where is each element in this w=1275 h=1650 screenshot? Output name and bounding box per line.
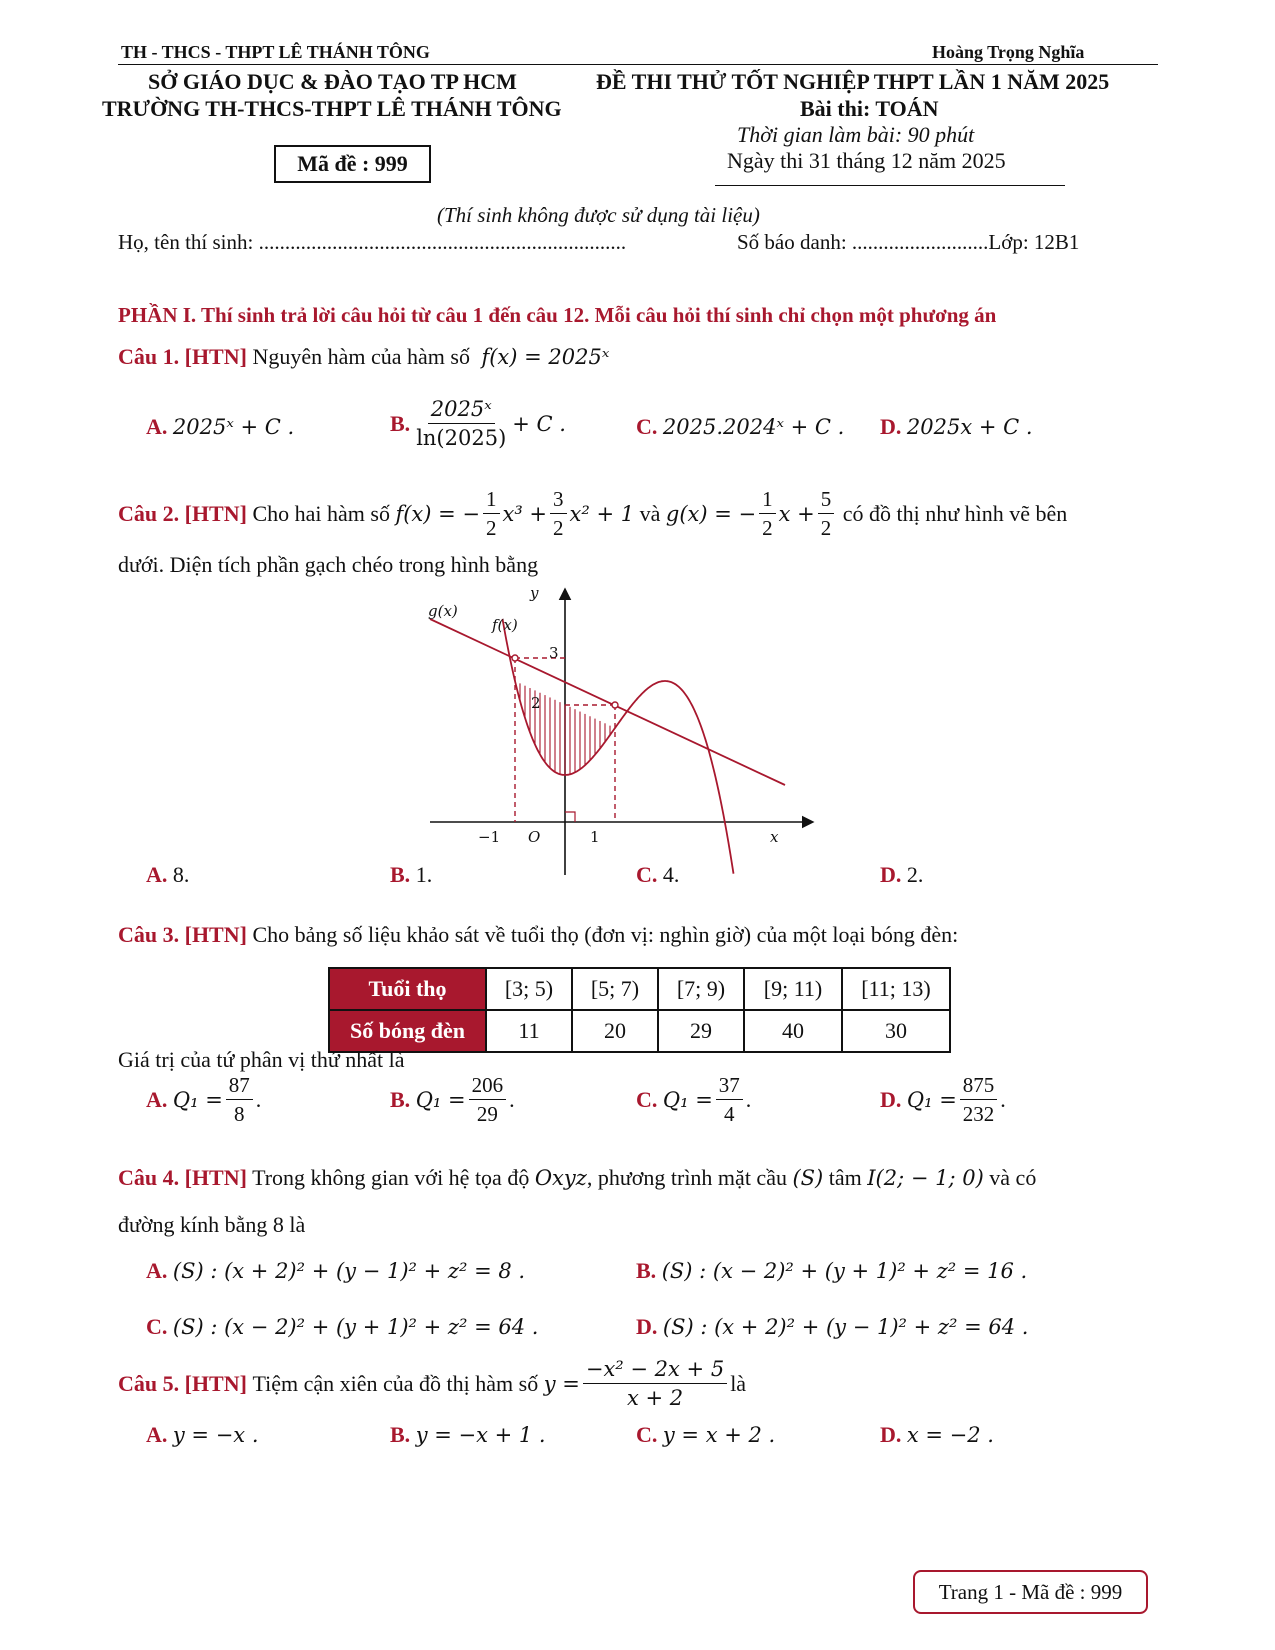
option-letter: A.: [146, 1422, 168, 1447]
fraction-denominator: 2: [762, 516, 773, 540]
option-text: 2025x + C .: [906, 415, 1033, 439]
header-rule: [118, 64, 1158, 65]
option-letter: B.: [390, 862, 411, 887]
table-cell: 11: [486, 1010, 572, 1052]
intersection-left: [512, 655, 518, 661]
tick-2: 2: [531, 694, 541, 712]
option-text: (S) : (x + 2)² + (y − 1)² + z² = 64 .: [662, 1315, 1029, 1339]
table-header: Tuổi thọ: [329, 968, 486, 1010]
q2-option-a[interactable]: [146, 862, 189, 888]
table-row: [329, 968, 950, 1010]
q4-label: Câu 4. [HTN]: [118, 1165, 247, 1190]
q4-line2: đường kính bằng 8 là: [118, 1212, 306, 1237]
q2-g-a: g(x) = −: [665, 501, 757, 526]
option-letter: A.: [146, 1086, 168, 1112]
q2-f-a: f(x) = −: [395, 501, 480, 526]
q4-text-c: tâm: [828, 1165, 862, 1190]
table-cell: 30: [842, 1010, 950, 1052]
q2-option-c[interactable]: [636, 862, 679, 888]
q5-y-eq: y =: [543, 1371, 580, 1396]
q4-center: I(2; − 1; 0): [867, 1166, 984, 1190]
q4-stem: [118, 1165, 1036, 1191]
table-cell: [9; 11): [744, 968, 842, 1010]
option-text: x = −2 .: [906, 1423, 994, 1447]
exam-date: Ngày thi 31 tháng 12 năm 2025: [727, 148, 1006, 173]
page-footer: Trang 1 - Mã đề : 999: [913, 1570, 1148, 1614]
label-o: O: [528, 828, 541, 846]
q1-option-b[interactable]: [390, 396, 566, 451]
fraction-denominator: 2: [553, 516, 564, 540]
label-y: y: [530, 584, 539, 602]
fraction-denominator: 232: [962, 1102, 995, 1126]
q1-option-c[interactable]: [636, 414, 844, 440]
option-text: 2.: [906, 862, 924, 887]
q1-stem: [118, 344, 609, 370]
q5-option-c[interactable]: [636, 1422, 775, 1448]
q3-after: Giá trị của tứ phân vị thứ nhất là: [118, 1047, 405, 1072]
q3-option-b[interactable]: B. Q₁ = $\frac{206}{29}$ .: [390, 1073, 515, 1126]
table-cell: [11; 13): [842, 968, 950, 1010]
option-letter: D.: [636, 1314, 658, 1339]
option-text: y = x + 2 .: [662, 1423, 776, 1447]
q3-option-c[interactable]: C. Q₁ = $\frac{37}{4}$ .: [636, 1073, 752, 1126]
fraction-denominator: 4: [724, 1102, 735, 1126]
fraction-denominator: ln(2025): [416, 426, 507, 450]
fraction-denominator: 8: [234, 1102, 245, 1126]
fraction-denominator: 2: [820, 516, 832, 540]
q1-expr: f(x) = 2025ˣ: [481, 345, 610, 369]
option-letter: B.: [390, 1086, 411, 1112]
q1-label: Câu 1. [HTN]: [118, 344, 247, 369]
fraction-numerator: 2025ˣ: [428, 396, 495, 424]
option-letter: D.: [880, 1086, 902, 1112]
q5-option-a[interactable]: [146, 1422, 259, 1448]
option-letter: C.: [636, 862, 658, 887]
q4-option-a[interactable]: [146, 1258, 525, 1284]
table-cell: [3; 5): [486, 968, 572, 1010]
option-text: 1.: [415, 862, 433, 887]
option-text: (S) : (x − 2)² + (y + 1)² + z² = 16 .: [661, 1259, 1028, 1283]
option-text: Q₁ =: [906, 1087, 957, 1112]
fraction-numerator: 206: [469, 1072, 507, 1100]
g-line: [430, 619, 785, 785]
option-text: (S) : (x − 2)² + (y + 1)² + z² = 64 .: [172, 1315, 539, 1339]
q5-text: Tiệm cận xiên của đồ thị hàm số: [252, 1370, 539, 1396]
option-letter: D.: [880, 1422, 902, 1447]
q2-label: Câu 2. [HTN]: [118, 500, 247, 526]
option-text: + C .: [512, 411, 566, 436]
q3-text: Cho bảng số liệu khảo sát về tuổi thọ (đơn vị: nghìn giờ) của một loại bóng đèn:: [252, 922, 959, 947]
table-row: [329, 1010, 950, 1052]
table-cell: 29: [658, 1010, 744, 1052]
fraction-numerator: 5: [818, 486, 835, 514]
fraction-numerator: 3: [550, 486, 567, 514]
option-letter: D.: [880, 414, 902, 439]
q3-option-a[interactable]: A. Q₁ = $\frac{87}{8}$ .: [146, 1073, 262, 1126]
option-letter: C.: [636, 1086, 658, 1112]
tick-3: 3: [549, 644, 559, 662]
q2-f-b: x³ +: [502, 501, 548, 526]
fraction-numerator: 37: [716, 1072, 743, 1100]
table-cell: [5; 7): [572, 968, 658, 1010]
school-short: TH - THCS - THPT LÊ THÁNH TÔNG: [121, 42, 430, 62]
q2-text-a: Cho hai hàm số: [252, 500, 390, 526]
option-letter: C.: [636, 414, 658, 439]
fraction-numerator: 1: [759, 486, 776, 514]
school-name: TRƯỜNG TH-THCS-THPT LÊ THÁNH TÔNG: [102, 96, 562, 121]
q2-option-b[interactable]: [390, 862, 432, 888]
fraction-numerator: −x² − 2x + 5: [583, 1356, 727, 1384]
option-text: y = −x .: [172, 1423, 259, 1447]
fraction-numerator: 1: [483, 486, 500, 514]
q2-text-b: có đồ thị như hình vẽ bên: [842, 500, 1068, 526]
option-text: Q₁ =: [662, 1087, 713, 1112]
exam-code-box: Mã đề : 999: [274, 145, 431, 183]
part1-heading: PHẦN I. Thí sinh trả lời câu hỏi từ câu 1 đến câu 12. Mỗi câu hỏi thí sinh chỉ chọn một phương án: [118, 303, 997, 327]
q3-stem: [118, 922, 958, 948]
intersection-right: [612, 702, 618, 708]
q1-option-a[interactable]: [146, 414, 294, 440]
exam-title: ĐỀ THI THỬ TỐT NGHIỆP THPT LẦN 1 NĂM 2025: [596, 69, 1110, 94]
exam-subject: Bài thi: TOÁN: [800, 96, 939, 121]
q4-s: (S): [792, 1166, 824, 1190]
option-letter: B.: [390, 410, 411, 436]
candidate-name-line: Họ, tên thí sinh: ......................................................................: [118, 230, 627, 254]
exam-note: (Thí sinh không được sử dụng tài liệu): [437, 203, 760, 227]
option-text: y = −x + 1 .: [415, 1423, 546, 1447]
q2-g-b: x +: [778, 501, 815, 526]
q3-label: Câu 3. [HTN]: [118, 922, 247, 947]
option-letter: C.: [146, 1314, 168, 1339]
q2-option-d[interactable]: [880, 862, 923, 888]
q4-option-b[interactable]: [636, 1258, 1027, 1284]
candidate-id-line: Số báo danh: ..........................Lớp: 12B1: [737, 230, 1080, 254]
q1-text: Nguyên hàm của hàm số: [252, 344, 470, 369]
table-cell: [7; 9): [658, 968, 744, 1010]
exam-duration: Thời gian làm bài: 90 phút: [737, 122, 975, 147]
q2-f-c: x² + 1: [569, 501, 635, 526]
option-text: 8.: [172, 862, 190, 887]
q5-stem: [118, 1356, 746, 1411]
q2-stem: [118, 486, 1067, 541]
origin-marker: [565, 812, 575, 822]
option-letter: C.: [636, 1422, 658, 1447]
q1-option-d[interactable]: [880, 414, 1033, 440]
option-letter: A.: [146, 414, 168, 439]
table-cell: 40: [744, 1010, 842, 1052]
fraction-denominator: 2: [486, 516, 497, 540]
q4-option-d[interactable]: [636, 1314, 1028, 1340]
fraction-numerator: 875: [960, 1072, 998, 1100]
q4-text-b: , phương trình mặt cầu: [586, 1165, 787, 1190]
q4-text-d: và có: [989, 1165, 1037, 1190]
option-text: Q₁ =: [415, 1087, 466, 1112]
q4-text-a: Trong không gian với hệ tọa độ: [252, 1165, 530, 1190]
q5-label: Câu 5. [HTN]: [118, 1370, 247, 1396]
q2-line2: dưới. Diện tích phần gạch chéo trong hình bằng: [118, 552, 539, 577]
option-letter: D.: [880, 862, 902, 887]
option-letter: A.: [146, 862, 168, 887]
department: SỞ GIÁO DỤC & ĐÀO TẠO TP HCM: [148, 69, 517, 94]
tick-1: 1: [590, 828, 600, 846]
label-g: g(x): [428, 602, 458, 620]
author: Hoàng Trọng Nghĩa: [932, 42, 1085, 62]
q4-oxyz: Oxyz: [534, 1166, 587, 1190]
label-f: f(x): [492, 616, 518, 634]
option-text: (S) : (x + 2)² + (y − 1)² + z² = 8 .: [172, 1259, 526, 1283]
tick-minus1: −1: [478, 828, 501, 846]
option-letter: B.: [390, 1422, 411, 1447]
option-letter: A.: [146, 1258, 168, 1283]
q3-option-d[interactable]: D. Q₁ = $\frac{875}{232}$ .: [880, 1073, 1006, 1126]
q4-option-c[interactable]: [146, 1314, 538, 1340]
option-text: 2025.2024ˣ + C .: [662, 415, 845, 439]
fraction-denominator: 29: [476, 1102, 498, 1126]
table-cell: 20: [572, 1010, 658, 1052]
table-header: Số bóng đèn: [329, 1010, 486, 1052]
q5-option-d[interactable]: [880, 1422, 994, 1448]
option-text: 2025ˣ + C .: [172, 415, 295, 439]
q2-conj: và: [639, 500, 661, 526]
option-text: Q₁ =: [172, 1087, 223, 1112]
fraction-numerator: 87: [226, 1072, 253, 1100]
q5-tail: là: [730, 1370, 747, 1396]
q2-graph: [420, 580, 820, 880]
q3-table: [328, 967, 951, 1053]
q1-b-fraction: [413, 396, 509, 451]
fraction-denominator: x + 2: [626, 1386, 684, 1410]
q5-option-b[interactable]: [390, 1422, 546, 1448]
option-text: 4.: [662, 862, 680, 887]
label-x: x: [770, 828, 779, 846]
option-letter: B.: [636, 1258, 657, 1283]
date-rule: [715, 185, 1065, 186]
